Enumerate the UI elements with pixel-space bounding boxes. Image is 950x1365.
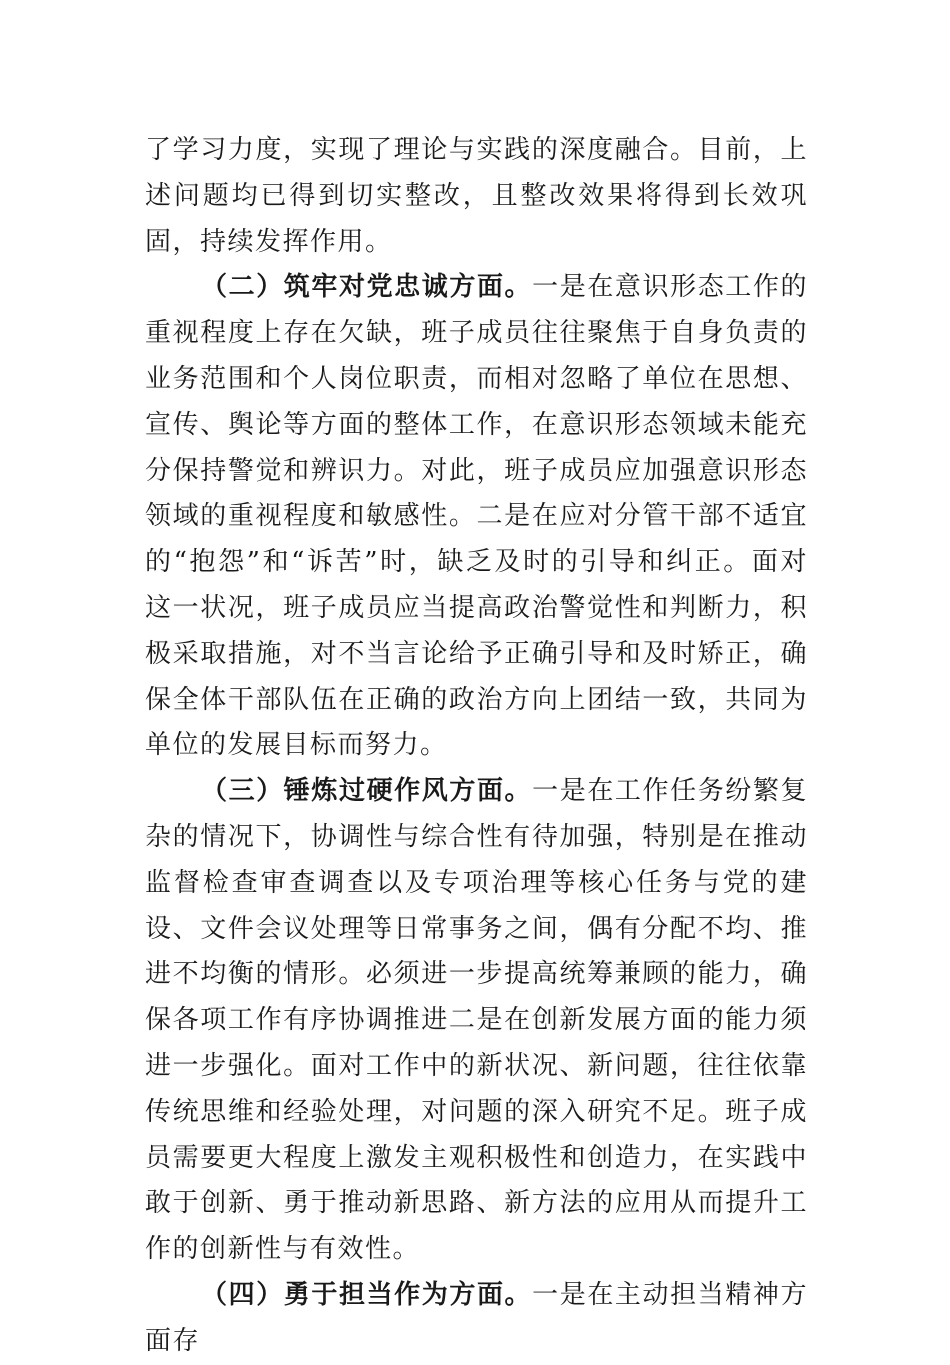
paragraph-loyalty	[145, 265, 808, 769]
section-heading: （四）勇于担当作为方面。	[201, 1279, 533, 1310]
paragraph-body: 一是在意识形态工作的重视程度上存在欠缺，班子成员往往聚焦于自身负责的业务范围和个人岗位职责，而相对忽略了单位在思想、宣传、舆论等方面的整体工作，在意识形态领域未能充分保持警觉和辨识力。对此，班子成员应加强意识形态领域的重视程度和敏感性。二是在应对分管干部不适宜的“抱怨”和“诉苦”时，缺乏及时的引导和纠正。面对这一状况，班子成员应当提高政治警觉性和判断力，积极采取措施，对不当言论给予正确引导和及时矫正，确保全体干部队伍在正确的政治方向上团结一致，共同为单位的发展目标而努力。	[145, 272, 808, 761]
paragraph-continuation	[145, 128, 808, 265]
paragraph-work-style	[145, 769, 808, 1273]
paragraph-body: 一是在主动担当精神方面存	[145, 1279, 808, 1356]
section-heading: （三）锤炼过硬作风方面。	[201, 776, 533, 807]
paragraph-responsibility	[145, 1273, 808, 1365]
document-body	[145, 128, 808, 1365]
section-heading: （二）筑牢对党忠诚方面。	[201, 272, 533, 303]
paragraph-body: 了学习力度，实现了理论与实践的深度融合。目前，上述问题均已得到切实整改，且整改效果将得到长效巩固，持续发挥作用。	[145, 135, 808, 257]
paragraph-body: 一是在工作任务纷繁复杂的情况下，协调性与综合性有待加强，特别是在推动监督检查审查调查以及专项治理等核心任务与党的建设、文件会议处理等日常事务之间，偶有分配不均、推进不均衡的情形。必须进一步提高统筹兼顾的能力，确保各项工作有序协调推进二是在创新发展方面的能力须进一步强化。面对工作中的新状况、新问题，往往依靠传统思维和经验处理，对问题的深入研究不足。班子成员需要更大程度上激发主观积极性和创造力，在实践中敢于创新、勇于推动新思路、新方法的应用从而提升工作的创新性与有效性。	[145, 776, 808, 1265]
